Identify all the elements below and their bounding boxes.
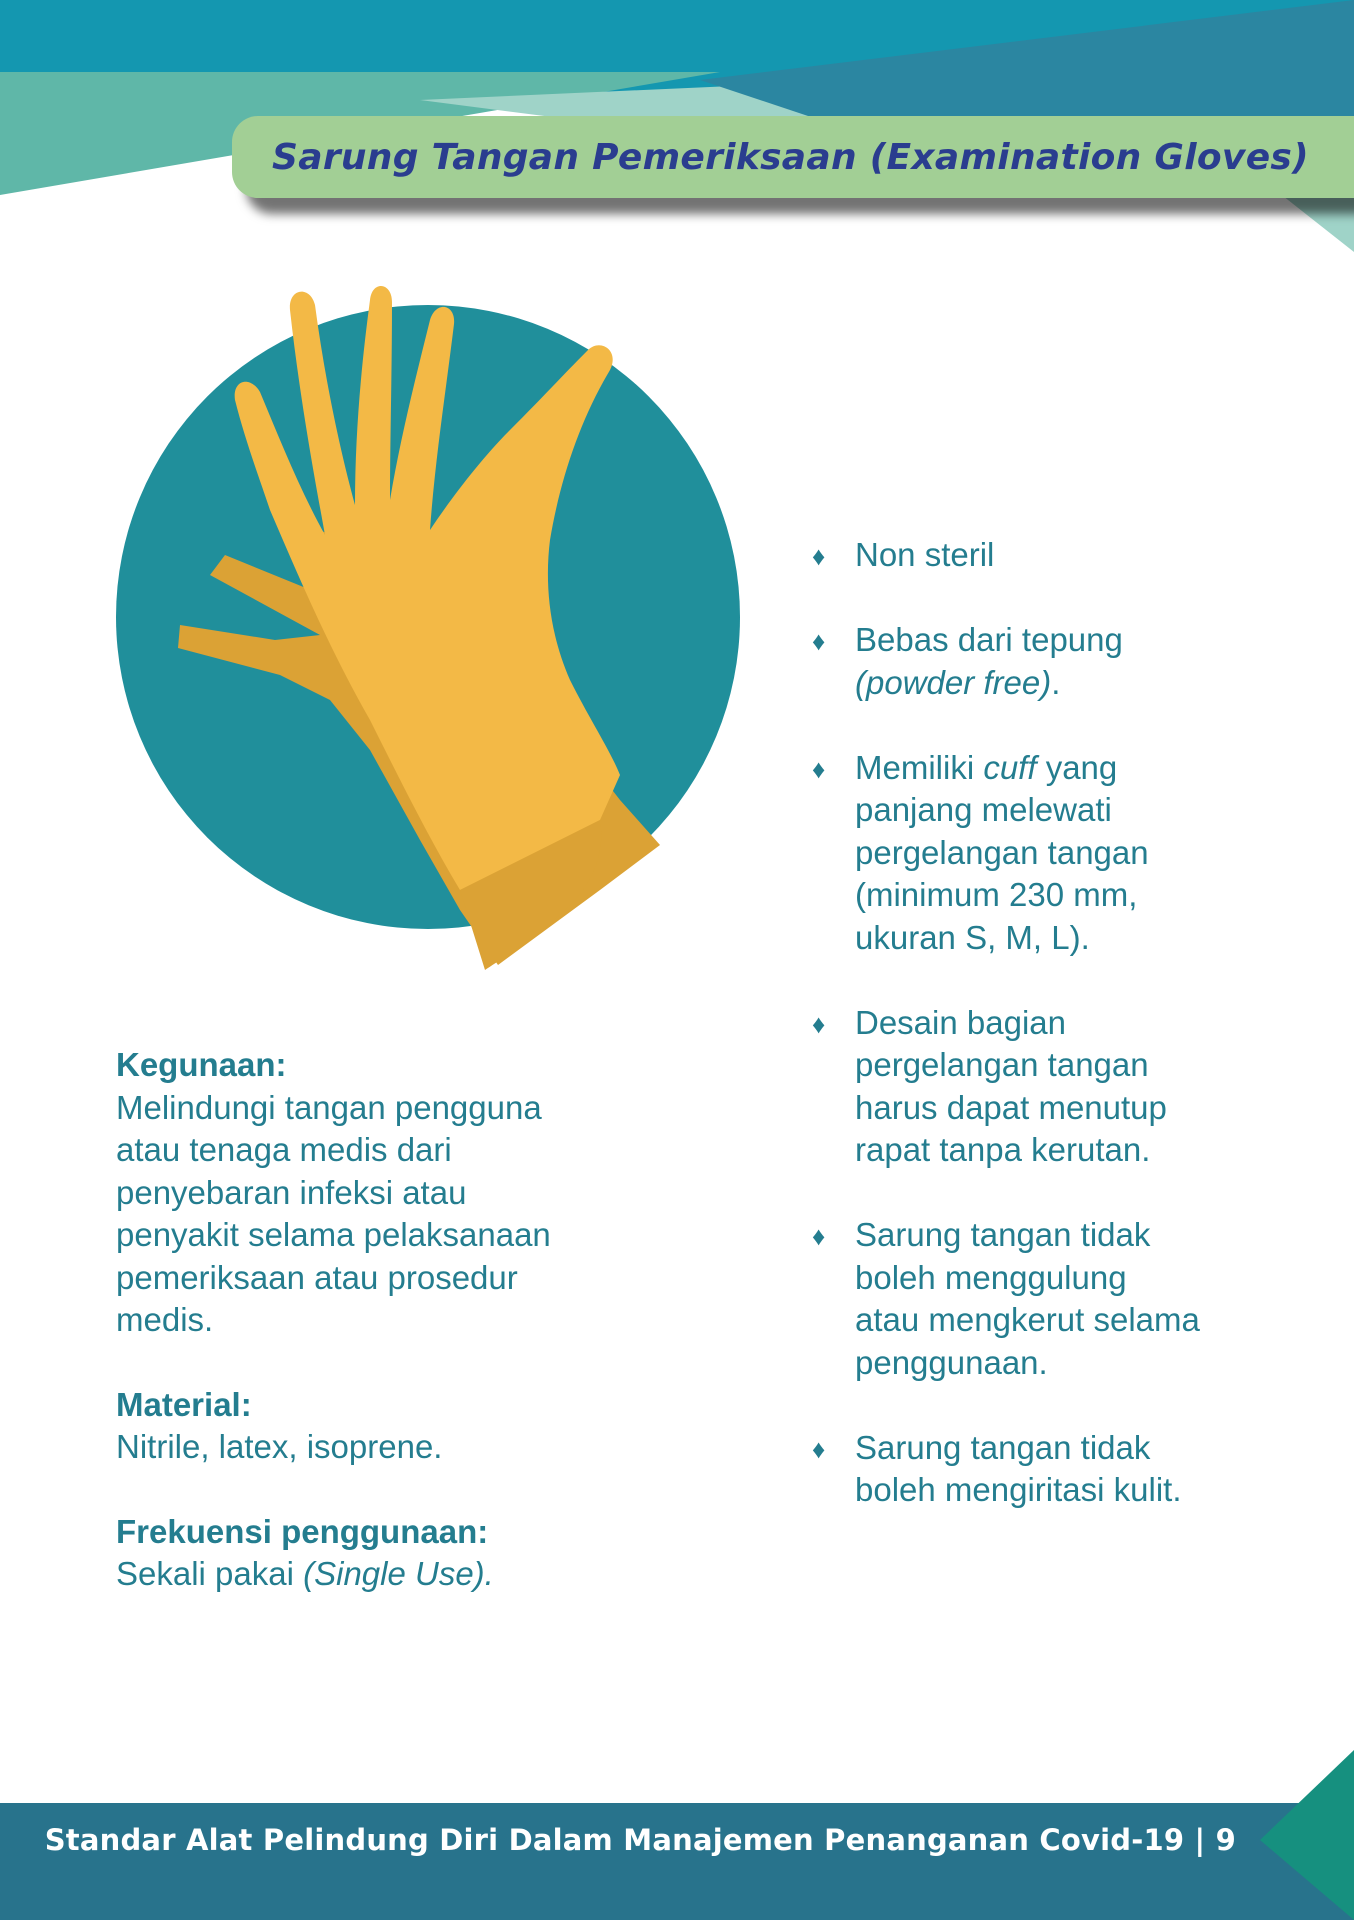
list-item-line: atau mengkerut selama: [855, 1301, 1200, 1338]
frekuensi-text-plain: Sekali pakai: [116, 1555, 304, 1592]
diamond-bullet-icon: ♦: [812, 1008, 826, 1039]
list-item-line: harus dapat menutup: [855, 1088, 1167, 1126]
list-item-line: [855, 747, 1332, 790]
kegunaan-text-line: penyebaran infeksi atau: [116, 1173, 467, 1211]
list-item-suffix: yang: [1036, 748, 1118, 786]
kegunaan-text-line: penyakit selama pelaksanaan: [116, 1216, 551, 1253]
list-item-line: pergelangan tangan: [855, 1046, 1149, 1083]
list-item-line: Desain bagian: [855, 1003, 1066, 1041]
frekuensi-text-italic: (Single Use).: [303, 1555, 494, 1592]
gloves-illustration: [100, 280, 760, 980]
kegunaan-text-line: Melindungi tangan pengguna: [116, 1088, 542, 1126]
diamond-bullet-icon: ♦: [812, 753, 826, 784]
list-item-line: rapat tanpa kerutan.: [855, 1131, 1151, 1168]
list-item-line: boleh menggulung: [855, 1258, 1127, 1296]
list-item-line: Sarung tangan tidak: [855, 1216, 1151, 1253]
list-item-line: pergelangan tangan: [855, 833, 1149, 871]
list-item: [812, 534, 1332, 577]
frekuensi-block: [116, 1511, 636, 1596]
spec-list: [812, 534, 1332, 1554]
list-item: [812, 1214, 1332, 1384]
footer-accent-shape: [1260, 1750, 1354, 1920]
list-item: [812, 1427, 1332, 1512]
kegunaan-block: [116, 1044, 636, 1342]
frekuensi-heading: Frekuensi penggunaan:: [116, 1512, 489, 1550]
list-item-italic: (powder free): [855, 663, 1052, 701]
diamond-bullet-icon: ♦: [812, 1221, 826, 1251]
list-item-line: penggunaan.: [855, 1343, 1048, 1381]
kegunaan-text-line: atau tenaga medis dari: [116, 1131, 452, 1168]
kegunaan-text-line: medis.: [116, 1301, 214, 1338]
list-item-line: Non steril: [855, 536, 995, 573]
kegunaan-text-line: pemeriksaan atau prosedur: [116, 1258, 518, 1296]
list-item-italic: cuff: [983, 748, 1037, 786]
list-item-line: [855, 662, 1332, 705]
page-title: Sarung Tangan Pemeriksaan (Examination Gloves): [272, 136, 1309, 178]
title-bar: [232, 116, 1354, 198]
diamond-bullet-icon: ♦: [812, 1433, 826, 1464]
info-section: [116, 1044, 636, 1638]
list-item: [812, 619, 1332, 704]
frekuensi-text: [116, 1553, 636, 1596]
list-item-line: Sarung tangan tidak: [855, 1428, 1151, 1466]
list-item-line: (minimum 230 mm,: [855, 876, 1138, 913]
list-item-line: boleh mengiritasi kulit.: [855, 1471, 1182, 1508]
list-item: [812, 1002, 1332, 1172]
list-item: [812, 747, 1332, 960]
diamond-bullet-icon: ♦: [812, 541, 826, 571]
material-block: [116, 1384, 636, 1469]
list-item-prefix: Memiliki: [855, 748, 984, 786]
list-item-line: panjang melewati: [855, 791, 1112, 828]
material-text: Nitrile, latex, isoprene.: [116, 1428, 443, 1465]
kegunaan-heading: Kegunaan:: [116, 1046, 287, 1083]
list-item-line: ukuran S, M, L).: [855, 918, 1090, 956]
list-item-line: Bebas dari tepung: [855, 621, 1123, 658]
list-item-suffix: .: [1051, 663, 1061, 701]
material-heading: Material:: [116, 1385, 252, 1423]
footer-text: Standar Alat Pelindung Diri Dalam Manajemen Penanganan Covid-19 | 9: [44, 1823, 1236, 1857]
diamond-bullet-icon: ♦: [812, 626, 826, 656]
footer-bar: [0, 1803, 1354, 1920]
